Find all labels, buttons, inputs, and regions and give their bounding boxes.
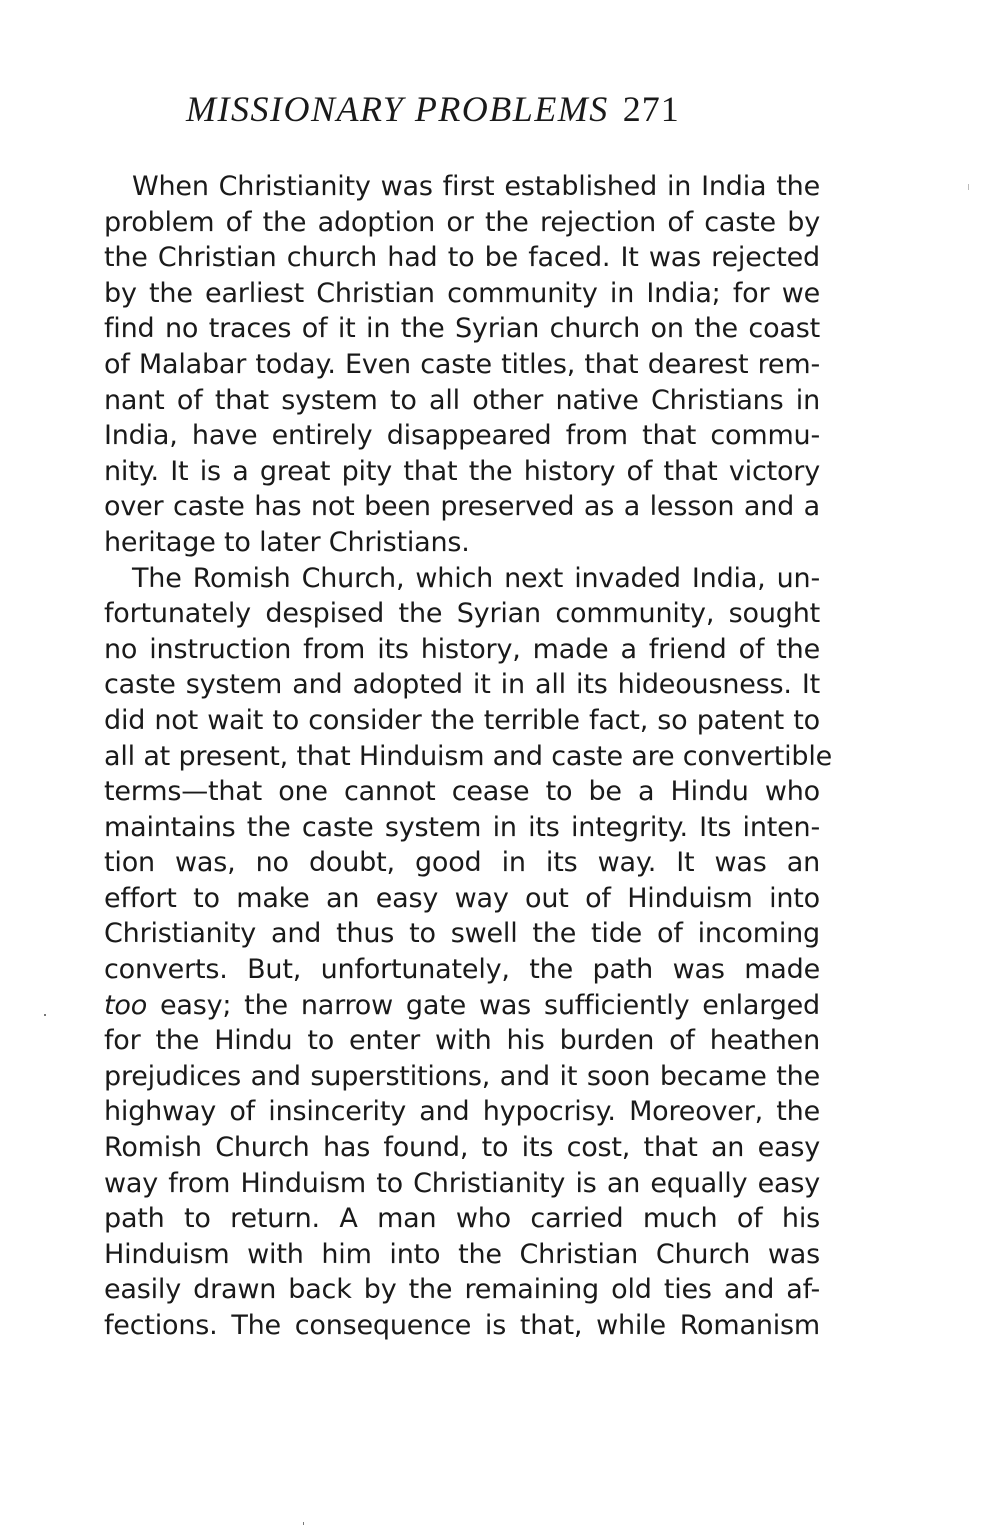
text-line: Hinduism with him into the Christian Church was: [104, 1238, 820, 1270]
text-line: for the Hindu to enter with his burden of heathen: [104, 1025, 820, 1057]
text-line: the Christian church had to be faced. It was rejected: [104, 242, 820, 274]
text-line: no instruction from its history, made a friend of the: [104, 633, 820, 665]
text-line: nant of that system to all other native Christians in: [104, 384, 820, 416]
text-line: Christianity and thus to swell the tide of incoming: [104, 918, 820, 950]
text-line: tion was, no doubt, good in its way. It was an: [104, 847, 820, 879]
text-line: highway of insincerity and hypocrisy. Moreover, the: [104, 1096, 820, 1128]
text-line: way from Hinduism to Christianity is an equally easy: [104, 1167, 820, 1199]
page-number: 271: [622, 89, 680, 129]
text-line: fortunately despised the Syrian community, sought: [104, 598, 820, 630]
text-line: problem of the adoption or the rejection of caste by: [104, 206, 820, 238]
text-line: by the earliest Christian community in India; for we: [104, 277, 820, 309]
text-line: caste system and adopted it in all its hideousness. It: [104, 669, 820, 701]
scan-speck: [303, 1522, 304, 1525]
text-line: fections. The consequence is that, while Romanism: [104, 1310, 820, 1341]
line-remainder: easy; the narrow gate was sufficiently enlarged: [147, 989, 820, 1021]
text-line: effort to make an easy way out of Hinduism into: [104, 882, 820, 914]
running-title: MISSIONARY PROBLEMS: [186, 89, 609, 129]
body-text: [104, 169, 833, 1344]
italic-word: too: [104, 989, 148, 1021]
text-line: converts. But, unfortunately, the path was made: [104, 954, 820, 986]
text-line: all at present, that Hinduism and caste are convertible: [104, 740, 833, 772]
text-line: of Malabar today. Even caste titles, that dearest rem-: [104, 348, 820, 380]
text-line: did not wait to consider the terrible fact, so patent to: [104, 704, 820, 736]
page-header: [186, 88, 826, 144]
text-line: find no traces of it in the Syrian church on the coast: [104, 313, 820, 345]
scan-speck: [968, 184, 969, 190]
text-line: over caste has not been preserved as a lesson and a: [104, 491, 820, 523]
text-line: prejudices and superstitions, and it soon became the: [104, 1060, 820, 1092]
scan-speck: [44, 1014, 46, 1016]
text-line: path to return. A man who carried much of his: [104, 1203, 820, 1235]
text-line: terms—that one cannot cease to be a Hindu who: [104, 776, 820, 808]
text-line: nity. It is a great pity that the history of that victory: [104, 455, 820, 487]
text-line: maintains the caste system in its integrity. Its inten-: [104, 811, 820, 843]
text-line: Romish Church has found, to its cost, that an easy: [104, 1132, 820, 1164]
text-line: India, have entirely disappeared from that commu-: [104, 420, 820, 452]
text-line: The Romish Church, which next invaded India, un-: [132, 562, 820, 594]
text-line-with-italic: [104, 988, 820, 1024]
text-line: When Christianity was first established in India the: [132, 171, 820, 202]
text-line: heritage to later Christians.: [104, 526, 470, 558]
text-line: easily drawn back by the remaining old ties and af-: [104, 1274, 820, 1306]
